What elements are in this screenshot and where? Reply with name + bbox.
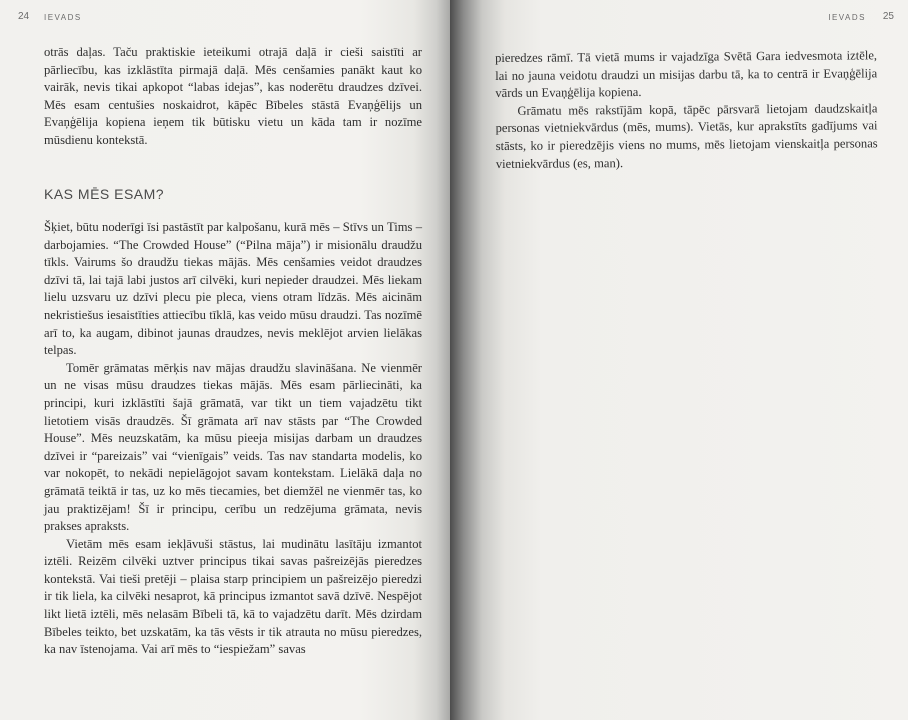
right-body-text bbox=[495, 47, 878, 173]
right-page bbox=[450, 0, 908, 720]
left-running-header: IEVADS bbox=[44, 13, 82, 22]
intro-paragraph: otrās daļas. Taču praktiskie ieteikumi otrajā daļā ir cieši saistīti ar pārliecību, kas izklāstīta pirmajā daļā. Mēs cenšamies panākt kaut ko vairāk, nevis tikai apkopot “labas idejas”, kas noderētu draudzes dzīvei. Mēs esam centušies noskaidrot, kāpēc Bībeles stāstā Evaņģēlijs un Evaņģēlija kopiena ieņem tik būtisku vietu un kāda tam ir nozīme mūsdienu kontekstā. bbox=[44, 45, 422, 147]
body-paragraph-3: Vietām mēs esam iekļāvuši stāstus, lai mudinātu lasītāju izmantot iztēli. Reizēm cilvēki uztver principus tikai savas pašreizējās pieredzes kontekstā. Vai tieši pretēji – plaisa starp principiem un pašreizējo pieredzi ir tik liela, ka cilvēki nesaprot, kā principus izmantot savā dzīvē. Nespējot likt lietā iztēli, mēs nelasām Bībeli tā, kā to vajadzētu darīt. Mēs dzirdam Bībeles teikto, bet uzskatām, ka tās vēsts ir tik atrauta no mūsu pieredzes, ka nav īstenojama. Vai arī mēs to “iespiežam” savas bbox=[44, 536, 422, 657]
section-heading: KAS MĒS ESAM? bbox=[44, 186, 165, 202]
body-paragraph-1: Šķiet, būtu noderīgi īsi pastāstīt par kalpošanu, kurā mēs – Stīvs un Tims – darbojamies. “The Crowded House” (“Pilna māja”) ir misionālu draudžu tīkls. Vairums šo draudžu tiekas mājās. Mēs cenšamies veidot draudzes dzīvi tā, lai tajā labi justos arī cilvēki, kuri nepieder draudzei. Mēs liekam lielu uzsvaru uz dzīvi plecu pie pleca, viens otram līdzās. Mēs aicinām nekristiešus iesaistīties attiecību tīklā, kas veido mūsu draudzi. Tas nozīmē arī to, ka augam, dibinot jaunas draudzes, nevis meklējot arvien lielākas telpas. bbox=[44, 220, 422, 358]
body-paragraph-2: Tomēr grāmatas mērķis nav mājas draudžu slavināšana. Ne vienmēr un ne visas mūsu draudzes tiekas mājās. Mēs esam pārliecināti, ka principi, kuri izklāstīti šajā grāmatā, var tikt un tiem vajadzētu tikt lietotiem visās draudzēs. Šī grāmata arī nav stāsts par “The Crowded House”. Mēs neuzskatām, ka mūsu pieeja misijas darbam un draudzes dzīvei ir “pareizais” vai “vienīgais” veids. Tas nav standarta modelis, ko var nokopēt, to nekādi nepielāgojot savam kontekstam. Lielākā daļa no grāmatā teiktā ir tas, uz ko mēs tiecamies, bet diemžēl ne vienmēr tas, ko jau praktizējam! Šī ir principu, cerību un redzējuma grāmata, nevis prakses apraksts. bbox=[44, 360, 422, 534]
left-body-text bbox=[44, 219, 422, 659]
left-page bbox=[0, 0, 450, 720]
right-paragraph-2: Grāmatu mēs rakstījām kopā, tāpēc pārsvarā lietojam daudzskaitļa personas vietniekvārdus (mēs, mums). Vietās, kur aprakstīts gadījums vai stāsts, ko ir pieredzējis viens no mums, mēs lietojam vienskaitļa personas vietniekvārdus (es, man). bbox=[495, 101, 878, 171]
left-page-number: 24 bbox=[18, 11, 30, 22]
right-page-number: 25 bbox=[882, 11, 894, 22]
right-paragraph-1: pieredzes rāmī. Tā vietā mums ir vajadzīga Svētā Gara iedvesmota iztēle, lai no jauna veidotu draudzi un misijas darbu tā, ka to centrā ir Evaņģēlija vārds un Evaņģēlija kopiena. bbox=[495, 48, 878, 101]
left-intro-text bbox=[44, 44, 422, 150]
right-running-header: IEVADS bbox=[828, 13, 866, 22]
